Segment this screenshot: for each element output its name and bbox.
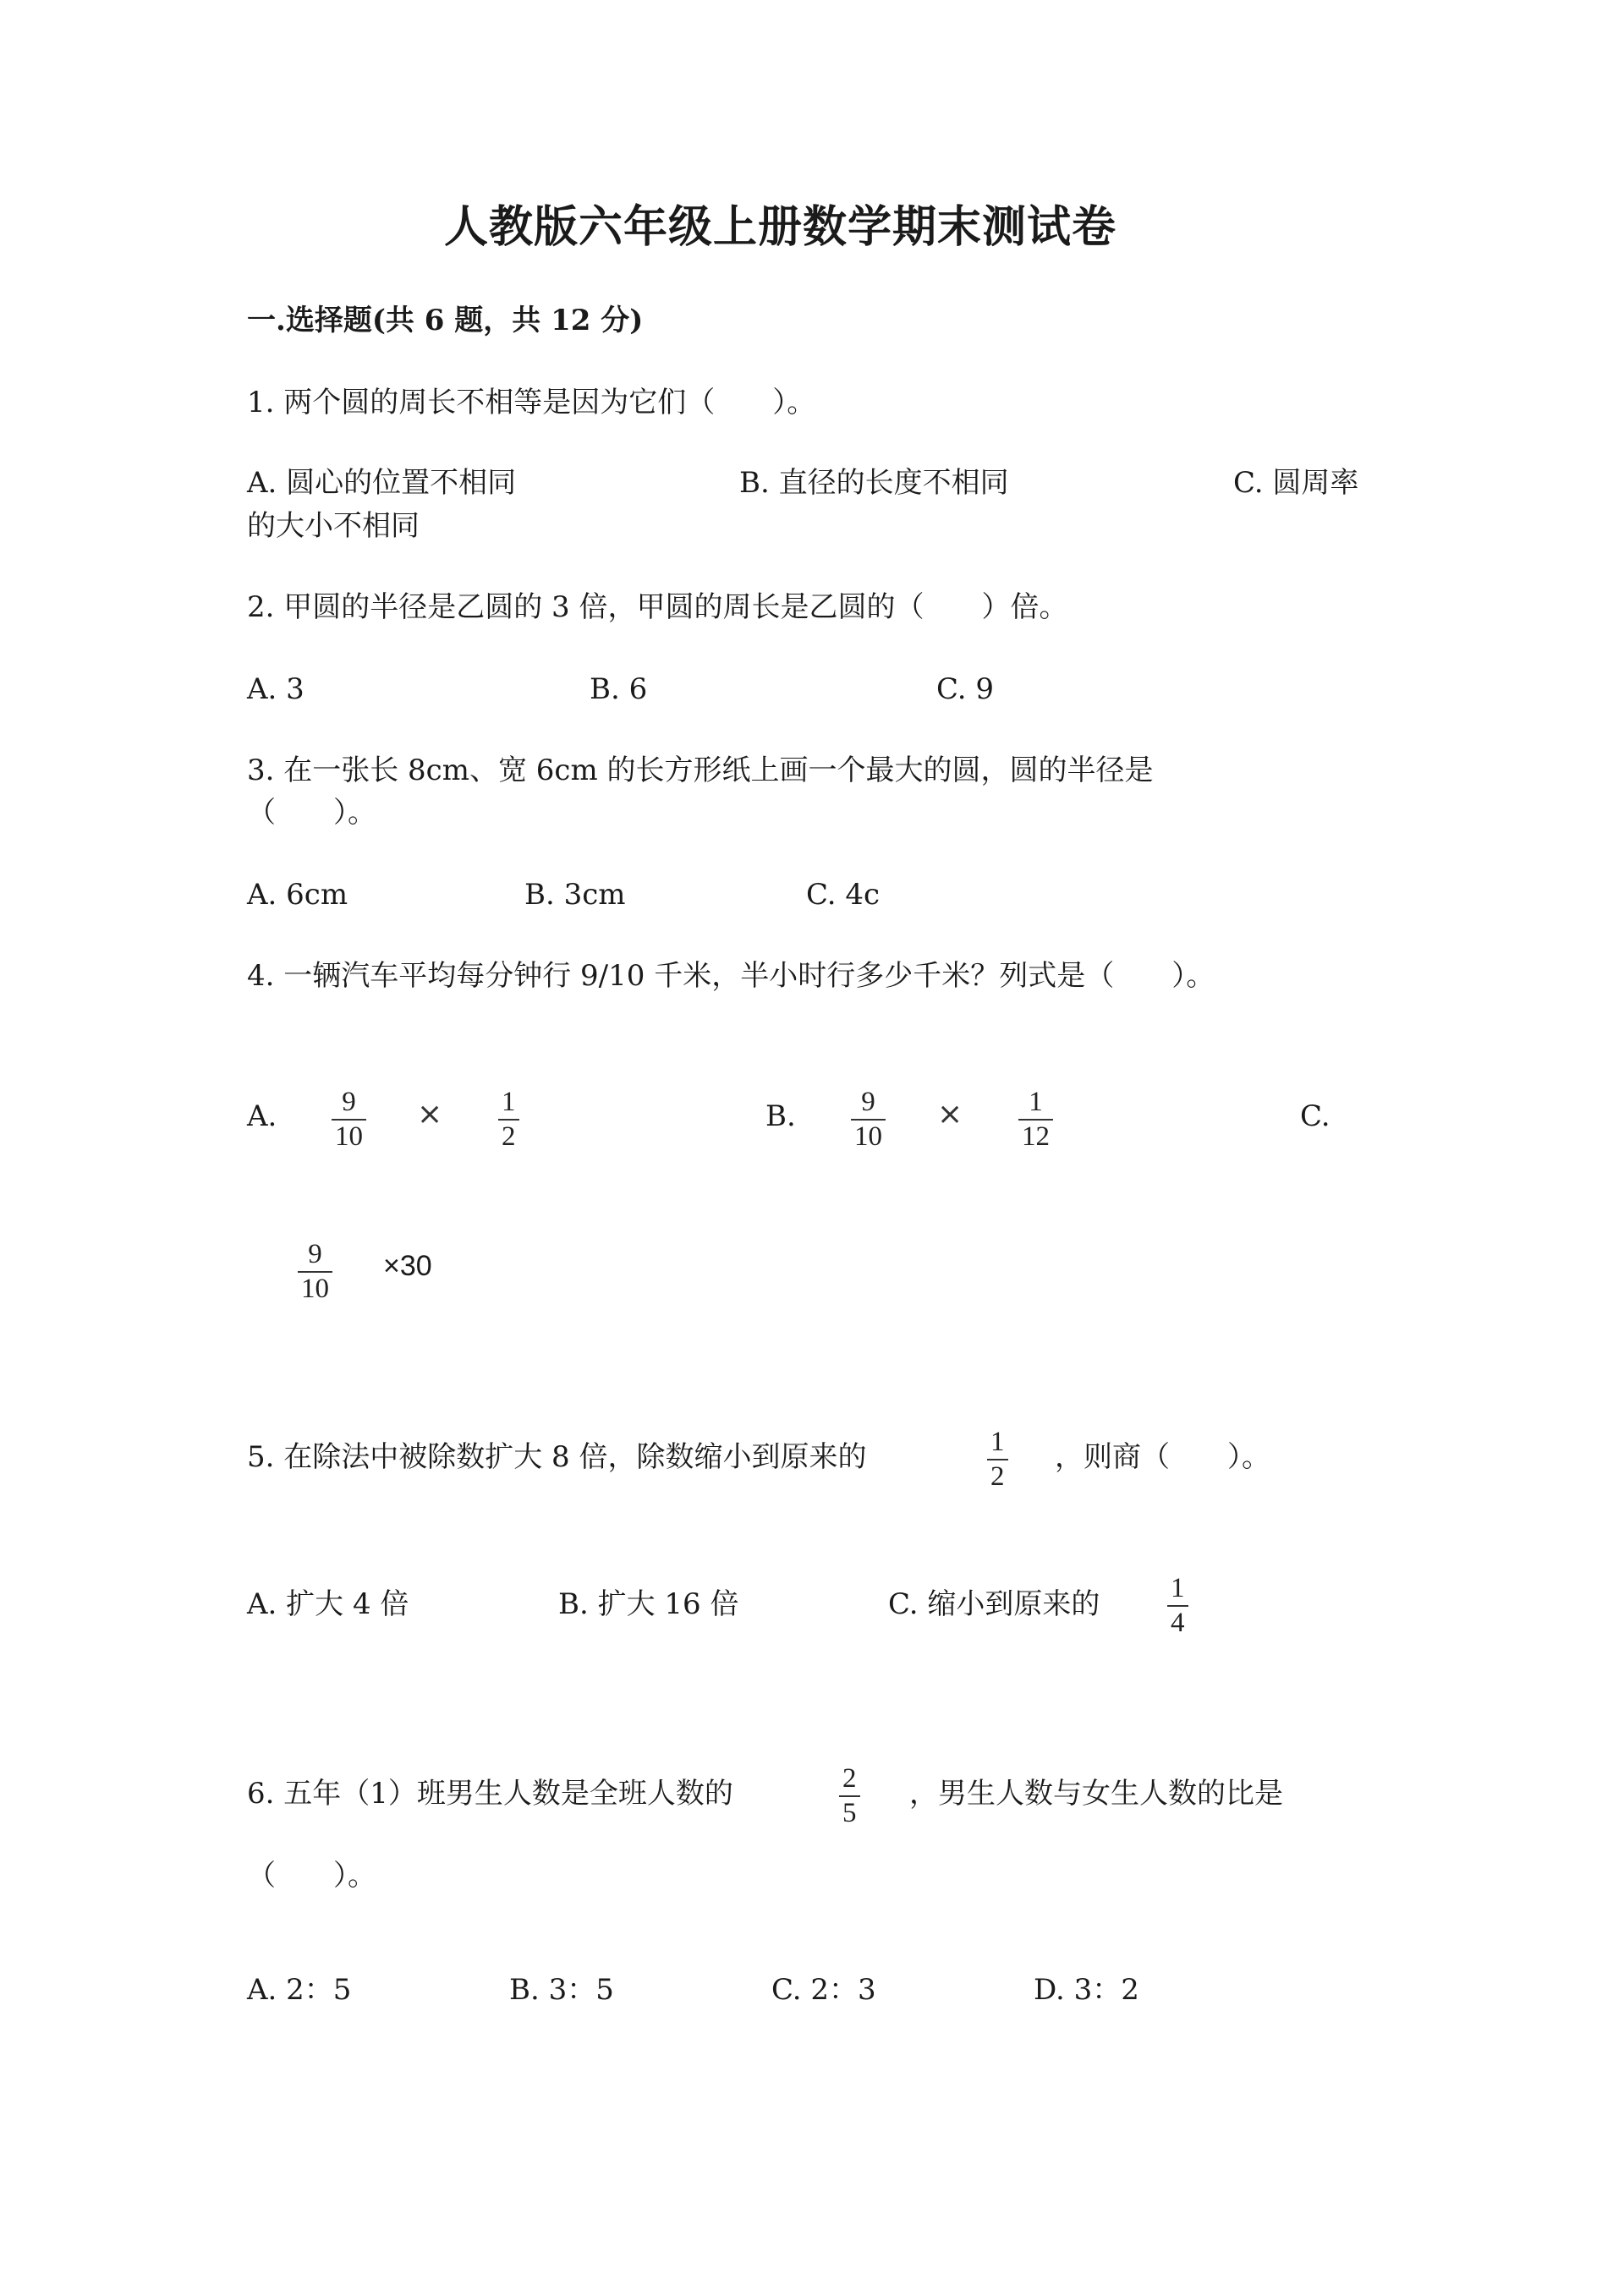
question-6-stem-end: ，男生人数与女生人数的比是	[909, 1777, 1283, 1811]
fraction-numerator: 1	[990, 1427, 1005, 1457]
question-1-option-b[interactable]: B. 直径的长度不相同	[739, 466, 1009, 500]
fraction-denominator: 5	[842, 1798, 857, 1828]
question-4-option-b-fraction-2	[1018, 1088, 1053, 1151]
question-4-option-c-fraction	[298, 1241, 332, 1303]
multiply-sign: ×	[417, 1097, 443, 1132]
question-4-stem: 4. 一辆汽车平均每分钟行 9/10 千米，半小时行多少千米？列式是（ ）。	[247, 959, 1215, 993]
question-4-option-a[interactable]: A.	[247, 1099, 277, 1133]
multiply-sign: ×	[937, 1097, 963, 1132]
page-title: 人教版六年级上册数学期末测试卷	[444, 201, 1117, 253]
fraction-denominator: 4	[1171, 1608, 1185, 1638]
question-4-option-b[interactable]: B.	[765, 1099, 796, 1133]
question-5-option-c-fraction	[1167, 1575, 1188, 1637]
fraction-denominator: 10	[335, 1121, 363, 1152]
question-2-option-c[interactable]: C. 9	[936, 672, 995, 706]
question-1-stem: 1. 两个圆的周长不相等是因为它们（ ）。	[247, 386, 816, 419]
question-2-stem: 2. 甲圆的半径是乙圆的 3 倍，甲圆的周长是乙圆的（ ）倍。	[247, 590, 1068, 624]
question-3-stem-continued: （ ）。	[247, 796, 376, 830]
question-2-option-a[interactable]: A. 3	[247, 672, 304, 706]
question-6-option-c[interactable]: C. 2：3	[771, 1973, 876, 2007]
section-heading: 一.选择题(共 6 题，共 12 分)	[247, 304, 644, 337]
question-4-option-c[interactable]: C.	[1300, 1099, 1330, 1133]
question-1-option-a[interactable]: A. 圆心的位置不相同	[247, 466, 517, 500]
question-6-stem-continued: （ ）。	[247, 1859, 376, 1893]
fraction-numerator: 2	[842, 1763, 857, 1794]
question-5-stem-end: ，则商（ ）。	[1055, 1440, 1270, 1474]
question-6-stem-fraction	[839, 1765, 860, 1827]
question-2-option-b[interactable]: B. 6	[590, 672, 648, 706]
fraction-denominator: 12	[1022, 1121, 1050, 1152]
fraction-denominator: 2	[990, 1461, 1005, 1492]
question-5-stem: 5. 在除法中被除数扩大 8 倍，除数缩小到原来的	[247, 1440, 867, 1474]
question-4-option-a-fraction-2	[498, 1088, 519, 1151]
question-5-option-a[interactable]: A. 扩大 4 倍	[247, 1587, 409, 1621]
question-4-option-b-fraction-1	[851, 1088, 886, 1151]
question-6-stem: 6. 五年（1）班男生人数是全班人数的	[247, 1777, 733, 1811]
question-4-option-c-times-30: ×30	[383, 1250, 432, 1282]
fraction-denominator: 10	[301, 1274, 329, 1304]
fraction-numerator: 9	[342, 1087, 356, 1117]
fraction-numerator: 1	[1171, 1573, 1185, 1603]
question-3-option-c[interactable]: C. 4c	[806, 878, 881, 912]
question-3-stem: 3. 在一张长 8cm、宽 6cm 的长方形纸上画一个最大的圆，圆的半径是	[247, 753, 1154, 787]
fraction-numerator: 1	[502, 1087, 516, 1117]
question-3-option-a[interactable]: A. 6cm	[247, 878, 348, 912]
fraction-numerator: 9	[861, 1087, 875, 1117]
question-5-option-c[interactable]: C. 缩小到原来的	[888, 1587, 1100, 1621]
question-6-option-a[interactable]: A. 2：5	[247, 1973, 352, 2007]
question-4-option-a-fraction-1	[332, 1088, 366, 1151]
question-1-option-c-continued: 的大小不相同	[247, 509, 420, 543]
question-5-stem-fraction	[987, 1428, 1008, 1491]
fraction-denominator: 10	[854, 1121, 882, 1152]
question-6-option-d[interactable]: D. 3：2	[1034, 1973, 1139, 2007]
question-3-option-b[interactable]: B. 3cm	[524, 878, 626, 912]
question-6-option-b[interactable]: B. 3：5	[509, 1973, 614, 2007]
fraction-numerator: 1	[1029, 1087, 1043, 1117]
question-5-option-b[interactable]: B. 扩大 16 倍	[558, 1587, 739, 1621]
question-1-option-c[interactable]: C. 圆周率	[1233, 466, 1359, 500]
fraction-denominator: 2	[502, 1121, 516, 1152]
fraction-numerator: 9	[308, 1239, 322, 1269]
